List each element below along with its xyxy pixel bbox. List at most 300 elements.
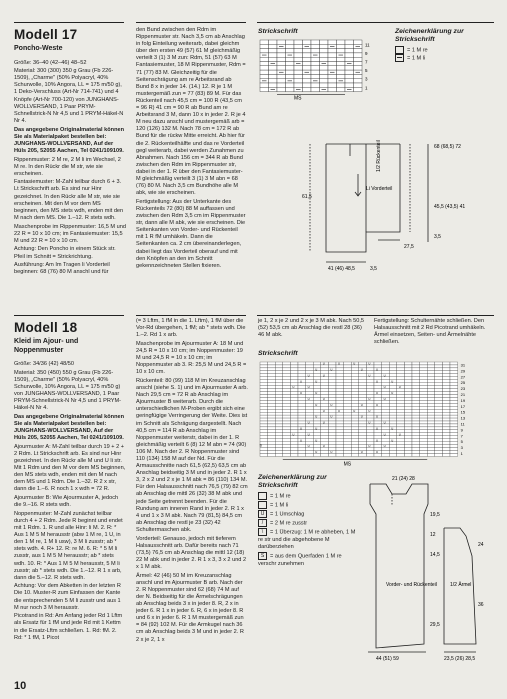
chart18-cell xyxy=(351,418,359,421)
chart18-cell xyxy=(321,403,329,406)
chart18-cell xyxy=(283,453,291,456)
chart18-cell xyxy=(366,436,374,439)
chart18-mark: U xyxy=(300,438,303,443)
chart18-cell xyxy=(290,415,298,418)
chart18-cell xyxy=(435,394,443,397)
chart17-cell xyxy=(337,74,346,78)
chart18-cell xyxy=(374,397,382,400)
chart18-cell xyxy=(442,371,450,374)
chart18-cell xyxy=(283,403,291,406)
chart18-cell xyxy=(290,365,298,368)
chart18-cell xyxy=(275,377,283,380)
chart18-cell xyxy=(450,377,458,380)
chart17-cell xyxy=(277,83,286,87)
chart18-cell xyxy=(404,409,412,412)
chart18-cell xyxy=(260,389,268,392)
chart18-cell xyxy=(336,415,344,418)
chart18-cell xyxy=(435,445,443,448)
chart18-cell xyxy=(442,383,450,386)
chart18-cell xyxy=(359,442,367,445)
chart18-cell xyxy=(344,412,352,415)
chart18-cell xyxy=(450,436,458,439)
chart18-cell xyxy=(328,430,336,433)
chart18-cell xyxy=(260,430,268,433)
chart18-cell xyxy=(359,362,367,365)
chart18-cell xyxy=(283,368,291,371)
chart18-cell xyxy=(344,445,352,448)
chart18-cell xyxy=(420,433,428,436)
chart17-cell xyxy=(311,49,320,53)
chart18-cell xyxy=(442,400,450,403)
chart18-cell xyxy=(290,392,298,395)
chart18-cell xyxy=(442,436,450,439)
chart18-cell xyxy=(344,400,352,403)
modell17-fancy-pattern: Fantasiemuster: M-Zahl teilbar durch 6 + 3. Lt Strickschrift arb. Es sind nur Hinr gezeichnet. In den Rückr alle M str, wie sie erscheinen. Mit den M vor dem MS beginnen, den MS stets wdh, enden mit den M nach dem MS. Die 1.–12. R stets wdh. xyxy=(14,179,124,221)
chart18-cell xyxy=(450,383,458,386)
chart18-cell xyxy=(420,451,428,454)
chart18-cell xyxy=(336,397,344,400)
chart18-mark: U xyxy=(383,385,386,390)
chart18-cell xyxy=(435,377,443,380)
chart18-cell xyxy=(260,383,268,386)
chart18-mark: U xyxy=(315,414,318,419)
chart18-mark: U xyxy=(376,450,379,455)
chart17-row-number: 7 xyxy=(365,59,368,65)
chart18-cell xyxy=(359,380,367,383)
chart18-cell xyxy=(351,451,359,454)
chart18-cell xyxy=(420,453,428,456)
chart18-cell xyxy=(344,383,352,386)
chart18-cell xyxy=(382,406,390,409)
chart18-cell xyxy=(404,403,412,406)
chart18-cell xyxy=(404,377,412,380)
chart18-cell xyxy=(420,368,428,371)
chart18-cell xyxy=(442,377,450,380)
chart18-cell xyxy=(275,386,283,389)
chart18-cell xyxy=(321,436,329,439)
schem18-s3: 44 (51) 59 xyxy=(376,656,399,662)
chart18-cell xyxy=(420,392,428,395)
modell17-subtitle: Poncho-Weste xyxy=(14,45,63,52)
chart18-cell xyxy=(404,362,412,365)
chart18-cell xyxy=(344,394,352,397)
chart17-cell xyxy=(277,62,286,66)
chart18-cell xyxy=(260,418,268,421)
chart17-cell xyxy=(328,79,337,83)
chart18-cell xyxy=(389,406,397,409)
chart17-cell xyxy=(337,70,346,74)
chart18-cell xyxy=(435,453,443,456)
chart17-cell xyxy=(320,40,329,44)
chart18-cell xyxy=(412,365,420,368)
chart18-cell xyxy=(268,445,276,448)
chart18-cell xyxy=(397,445,405,448)
chart17-cell xyxy=(277,79,286,83)
chart17-row-number: 3 xyxy=(365,76,368,82)
chart18-cell xyxy=(427,409,435,412)
chart18-heading: Strickschrift xyxy=(258,350,298,357)
schem17-m2: 45,5 (43,5) 41 xyxy=(434,204,466,210)
chart18-cell xyxy=(404,383,412,386)
chart17-cell xyxy=(286,87,295,91)
chart18-cell xyxy=(260,433,268,436)
chart18-cell xyxy=(351,424,359,427)
chart18-cell xyxy=(336,380,344,383)
chart18-cell xyxy=(450,442,458,445)
chart18-cell xyxy=(412,445,420,448)
chart18-cell xyxy=(260,368,268,371)
modell18-sleeve: Ärmel: 42 (46) 50 M im Kreuzanschlag anschl und im Ajourmuster B arb. Nach der 2. R Noppenmuster sind 62 (68) 74 M auf der N. Beidseitig für die Ärmelschrägungen ab Anschlag beids 3 x in jeder 8. R, 2 x in jeder 6. R 1 x in jeder 6. R, 6 x in jeder 8. R und 6 x in jeder 6. R 1 M mustergemäß zun = 84 (92) 102 M. Für die Armkugel nach 36 cm ab Anschlag beids 3 M und in jeder 2. R 2 x je 2, 1 x xyxy=(136,572,244,643)
chart18-cell xyxy=(290,394,298,397)
page-number: 10 xyxy=(14,680,27,692)
chart18-cell xyxy=(374,433,382,436)
chart18-cell xyxy=(427,400,435,403)
chart17-row-number: 11 xyxy=(365,42,370,48)
chart17-cell xyxy=(303,40,312,44)
chart18-mark: U xyxy=(383,420,386,425)
chart18-cell xyxy=(328,380,336,383)
chart18-cell xyxy=(328,394,336,397)
chart18-cell xyxy=(404,412,412,415)
chart18-cell xyxy=(344,448,352,451)
chart17-cell xyxy=(269,49,278,53)
modell18-column-1 xyxy=(14,320,126,675)
chart18-cell xyxy=(442,424,450,427)
chart17-cell xyxy=(303,62,312,66)
chart18-cell xyxy=(382,409,390,412)
chart18-cell xyxy=(442,392,450,395)
chart18-cell xyxy=(328,383,336,386)
chart18-cell xyxy=(435,424,443,427)
chart18-cell xyxy=(290,400,298,403)
chart18-cell xyxy=(351,392,359,395)
chart18-cell xyxy=(382,362,390,365)
chart18-cell xyxy=(359,383,367,386)
chart18-cell xyxy=(420,374,428,377)
chart18-cell xyxy=(351,445,359,448)
chart18-row-number: 29 xyxy=(460,368,466,374)
modell17-column-2 xyxy=(136,27,246,312)
chart17-cell xyxy=(337,66,346,70)
chart17-cell xyxy=(354,49,363,53)
chart18-cell xyxy=(351,389,359,392)
chart18-cell xyxy=(328,427,336,430)
chart18-cell xyxy=(268,403,276,406)
modell18-achtung: Achtung: Vor dem Abketten in der letzten R Die 10. Muster-R zum Einfassen der Kante die entsprechenden 5 M li zusstr und aus 1 M nur noch 3 M herausstr. xyxy=(14,583,121,611)
chart18-cell xyxy=(336,394,344,397)
chart18-cell xyxy=(412,392,420,395)
chart18-cell xyxy=(435,406,443,409)
chart18-cell xyxy=(260,400,268,403)
chart18-cell xyxy=(420,448,428,451)
modell17-size: Größe: 36–40 (42–46) 48–52 xyxy=(14,59,87,66)
chart18-cell xyxy=(435,368,443,371)
chart18-cell xyxy=(283,374,291,377)
chart17-cell xyxy=(354,62,363,66)
chart18-cell xyxy=(366,368,374,371)
chart18-cell xyxy=(412,394,420,397)
chart18-cell xyxy=(404,445,412,448)
chart18-row-number: 5 xyxy=(460,439,463,445)
chart18-cell xyxy=(290,418,298,421)
chart18-cell xyxy=(268,451,276,454)
chart18-mark: U xyxy=(307,444,310,449)
chart17-cell xyxy=(277,74,286,78)
chart18-cell xyxy=(268,427,276,430)
chart18-cell xyxy=(313,433,321,436)
chart18-cell xyxy=(298,451,306,454)
modell17-execution: Ausführung: Am Im Tragen li Vorderteil beginnen: 68 (76) 80 M anschl und für xyxy=(14,262,110,276)
chart18-cell xyxy=(283,430,291,433)
legend-knit-right: = 1 M re xyxy=(395,46,490,54)
chart18-cell xyxy=(412,415,420,418)
chart17-cell xyxy=(311,83,320,87)
legend18-skpo: \ = 1 Überzug: 1 M re abheben, 1 M re str und die abgehobene M darüberziehen xyxy=(258,528,356,551)
chart18-cell xyxy=(397,409,405,412)
chart18-cell xyxy=(290,439,298,442)
chart18-cell xyxy=(450,371,458,374)
chart18-mark: U xyxy=(383,373,386,378)
chart18-mark: U xyxy=(307,373,310,378)
chart18-cell xyxy=(404,389,412,392)
chart17-heading: Strickschrift xyxy=(258,28,298,35)
chart18-row-number: 13 xyxy=(460,415,466,421)
schem18-s6: 29,5 xyxy=(430,622,440,628)
chart18-cell xyxy=(260,406,268,409)
chart18-cell xyxy=(344,389,352,392)
chart18-mark: U xyxy=(391,379,394,384)
chart18-cell xyxy=(275,427,283,430)
chart18-cell xyxy=(313,397,321,400)
chart18-cell xyxy=(283,406,291,409)
chart18-cell xyxy=(260,371,268,374)
chart18-mark: U xyxy=(360,402,363,407)
chart18-mark: U xyxy=(368,373,371,378)
chart18-cell xyxy=(260,412,268,415)
chart18-cell xyxy=(336,433,344,436)
chart18-cell xyxy=(397,392,405,395)
chart18-mark: U xyxy=(353,408,356,413)
chart18-cell xyxy=(290,368,298,371)
chart18-cell xyxy=(450,415,458,418)
chart18-cell xyxy=(420,439,428,442)
chart18-cell xyxy=(260,374,268,377)
chart17-cell xyxy=(320,57,329,61)
modell18-noppen: Noppenmuster: M-Zahl zunächst teilbar durch 4 + 2 Rdm. Jede R beginnt und endet mit 1 Rdm. 1. R und alle Hinr: li M. 2. R: * Aus 1 M 5 M herausstr (abw 1 M re, 1 U, in den 1 M re, 1 M li usw), 3 M li zusstr; ab * stets wdh. 4. R+ 12. R: re M. 6. R: * 5 M li zusstr, aus 1 M 5 M herausstr; ab * stets wdh. 10. R: * Aus 1 M 5 M herausstr, 5 M li zusstr; ab * stets wdh. Die 1.–12. R 1 x arb, dann die 5.–12. R stets wdh. xyxy=(14,510,123,581)
chart18-cell xyxy=(420,371,428,374)
chart18-cell xyxy=(275,368,283,371)
chart18-cell xyxy=(404,365,412,368)
chart18-grid xyxy=(258,360,494,470)
chart17-cell xyxy=(303,87,312,91)
chart17-cell xyxy=(328,74,337,78)
chart17-cell xyxy=(328,40,337,44)
chart17-cell xyxy=(277,49,286,53)
chart18-cell xyxy=(321,427,329,430)
chart18-cell xyxy=(260,451,268,454)
chart18-cell xyxy=(260,427,268,430)
chart17-cell xyxy=(328,49,337,53)
chart17-legend-heading: Zeichenerklärung zur Strickschrift xyxy=(395,28,464,43)
chart18-cell xyxy=(268,415,276,418)
chart18-cell xyxy=(427,433,435,436)
chart18-cell xyxy=(351,374,359,377)
chart18-cell xyxy=(374,386,382,389)
chart17-cell xyxy=(269,40,278,44)
chart18-cell xyxy=(359,374,367,377)
chart18-cell xyxy=(382,451,390,454)
chart18-cell xyxy=(321,415,329,418)
chart18-cell xyxy=(268,397,276,400)
chart18-cell xyxy=(275,412,283,415)
chart18-cell xyxy=(351,439,359,442)
chart18-cell xyxy=(404,439,412,442)
modell18-finishing: Fertigstellung: Schulternähte schließen. Den Halsausschnitt mit 2 Rd Picotrand umhäkeln. Ärmel einsetzen, Seiten- und Ärmelnähte schließen. xyxy=(374,318,486,346)
chart18-cell xyxy=(404,424,412,427)
chart18-row-number: 3 xyxy=(460,445,463,451)
chart18-cell xyxy=(336,427,344,430)
chart18-cell xyxy=(397,380,405,383)
chart17-cell xyxy=(337,49,346,53)
chart18-cell xyxy=(366,415,374,418)
chart18-cell xyxy=(275,397,283,400)
chart18-cell xyxy=(397,424,405,427)
chart18-cell xyxy=(306,368,314,371)
chart18-cell xyxy=(397,371,405,374)
chart17-cell xyxy=(354,57,363,61)
chart18-cell xyxy=(450,365,458,368)
chart18-cell xyxy=(374,445,382,448)
chart18-cell xyxy=(420,394,428,397)
chart18-cell xyxy=(420,362,428,365)
chart18-mark: U xyxy=(376,414,379,419)
chart18-mark: U xyxy=(376,367,379,372)
chart18-cell xyxy=(404,418,412,421)
chart18-cell xyxy=(283,421,291,424)
modell18-column-4 xyxy=(374,318,492,348)
chart18-cell xyxy=(359,436,367,439)
chart18-cell xyxy=(268,442,276,445)
chart18-cell xyxy=(298,445,306,448)
chart18-cell xyxy=(404,433,412,436)
chart18-cell xyxy=(412,453,420,456)
chart18-legend xyxy=(258,492,358,568)
chart18-cell xyxy=(450,412,458,415)
schem17-top: 68 (68,5) 72 xyxy=(434,144,461,150)
chart18-cell xyxy=(298,400,306,403)
chart18-cell xyxy=(344,439,352,442)
chart18-cell xyxy=(336,442,344,445)
chart17-cell xyxy=(328,87,337,91)
chart18-cell xyxy=(328,436,336,439)
chart18-cell xyxy=(283,433,291,436)
chart18-cell xyxy=(389,453,397,456)
chart18-cell xyxy=(260,380,268,383)
chart18-cell xyxy=(275,371,283,374)
chart18-cell xyxy=(427,383,435,386)
chart17-cell xyxy=(294,57,303,61)
chart18-cell xyxy=(268,424,276,427)
chart17-cell xyxy=(294,40,303,44)
chart17-cell xyxy=(328,53,337,57)
chart18-cell xyxy=(450,400,458,403)
chart18-cell xyxy=(374,362,382,365)
chart18-cell xyxy=(359,409,367,412)
chart18-mark: U xyxy=(338,408,341,413)
chart18-cell xyxy=(427,439,435,442)
chart18-cell xyxy=(382,427,390,430)
chart18-cell xyxy=(442,421,450,424)
chart18-row-number: 25 xyxy=(460,380,466,386)
chart18-cell xyxy=(427,451,435,454)
chart18-cell xyxy=(260,377,268,380)
top-rule-right xyxy=(257,22,494,23)
modell18-subtitle: Kleid im Ajour- und Noppenmuster xyxy=(14,338,79,354)
chart18-cell xyxy=(275,442,283,445)
chart18-cell xyxy=(389,362,397,365)
chart17-cell xyxy=(345,70,354,74)
chart18-cell xyxy=(397,368,405,371)
chart18-cell xyxy=(404,451,412,454)
modell18-column-2 xyxy=(136,318,248,675)
schem18-s7: 23,5 (26) 28,5 xyxy=(444,656,476,662)
chart18-cell xyxy=(344,427,352,430)
chart17-cell xyxy=(260,44,269,48)
chart18-cell xyxy=(412,389,420,392)
chart18-cell xyxy=(442,365,450,368)
chart18-cell xyxy=(412,424,420,427)
chart18-cell xyxy=(283,439,291,442)
chart18-cell xyxy=(397,412,405,415)
chart18-cell xyxy=(290,412,298,415)
chart18-cell xyxy=(435,386,443,389)
chart17-cell xyxy=(260,83,269,87)
mid-rule-right xyxy=(257,315,494,316)
chart18-cell xyxy=(275,418,283,421)
chart18-cell xyxy=(382,415,390,418)
chart17-cell xyxy=(286,74,295,78)
chart18-cell xyxy=(404,430,412,433)
chart18-cell xyxy=(344,406,352,409)
chart17-cell xyxy=(354,66,363,70)
chart18-cell xyxy=(298,371,306,374)
chart18-cell xyxy=(351,400,359,403)
chart18-cell xyxy=(435,371,443,374)
chart18-cell xyxy=(336,436,344,439)
chart18-cell xyxy=(268,377,276,380)
chart18-cell xyxy=(336,430,344,433)
chart18-cell xyxy=(427,386,435,389)
modell18-order: Das angegebene Originalmaterial können Sie als Materialpaket bestellen bei: JUNGHANS-WOLLVERSAND, Auf der Hüls 205, 52055 Aachen, Tel 0241/109109. xyxy=(14,413,125,442)
chart17-cell xyxy=(260,57,269,61)
chart18-mark: U xyxy=(353,361,356,366)
chart18-legend-heading: Zeichenerklärung zur Strickschrift xyxy=(258,474,327,489)
chart18-cell xyxy=(328,424,336,427)
chart18-cell xyxy=(412,397,420,400)
chart18-mark: U xyxy=(383,432,386,437)
chart18-cell xyxy=(420,383,428,386)
chart18-cell xyxy=(321,380,329,383)
chart18-cell xyxy=(328,374,336,377)
top-rule-left xyxy=(14,22,124,23)
schem18-s9: 36 xyxy=(478,602,484,608)
chart18-cell xyxy=(283,418,291,421)
schem18-s8: 24 xyxy=(478,542,484,548)
chart18-cell xyxy=(427,448,435,451)
chart18-cell xyxy=(435,409,443,412)
chart17-cell xyxy=(311,44,320,48)
chart18-cell xyxy=(412,430,420,433)
